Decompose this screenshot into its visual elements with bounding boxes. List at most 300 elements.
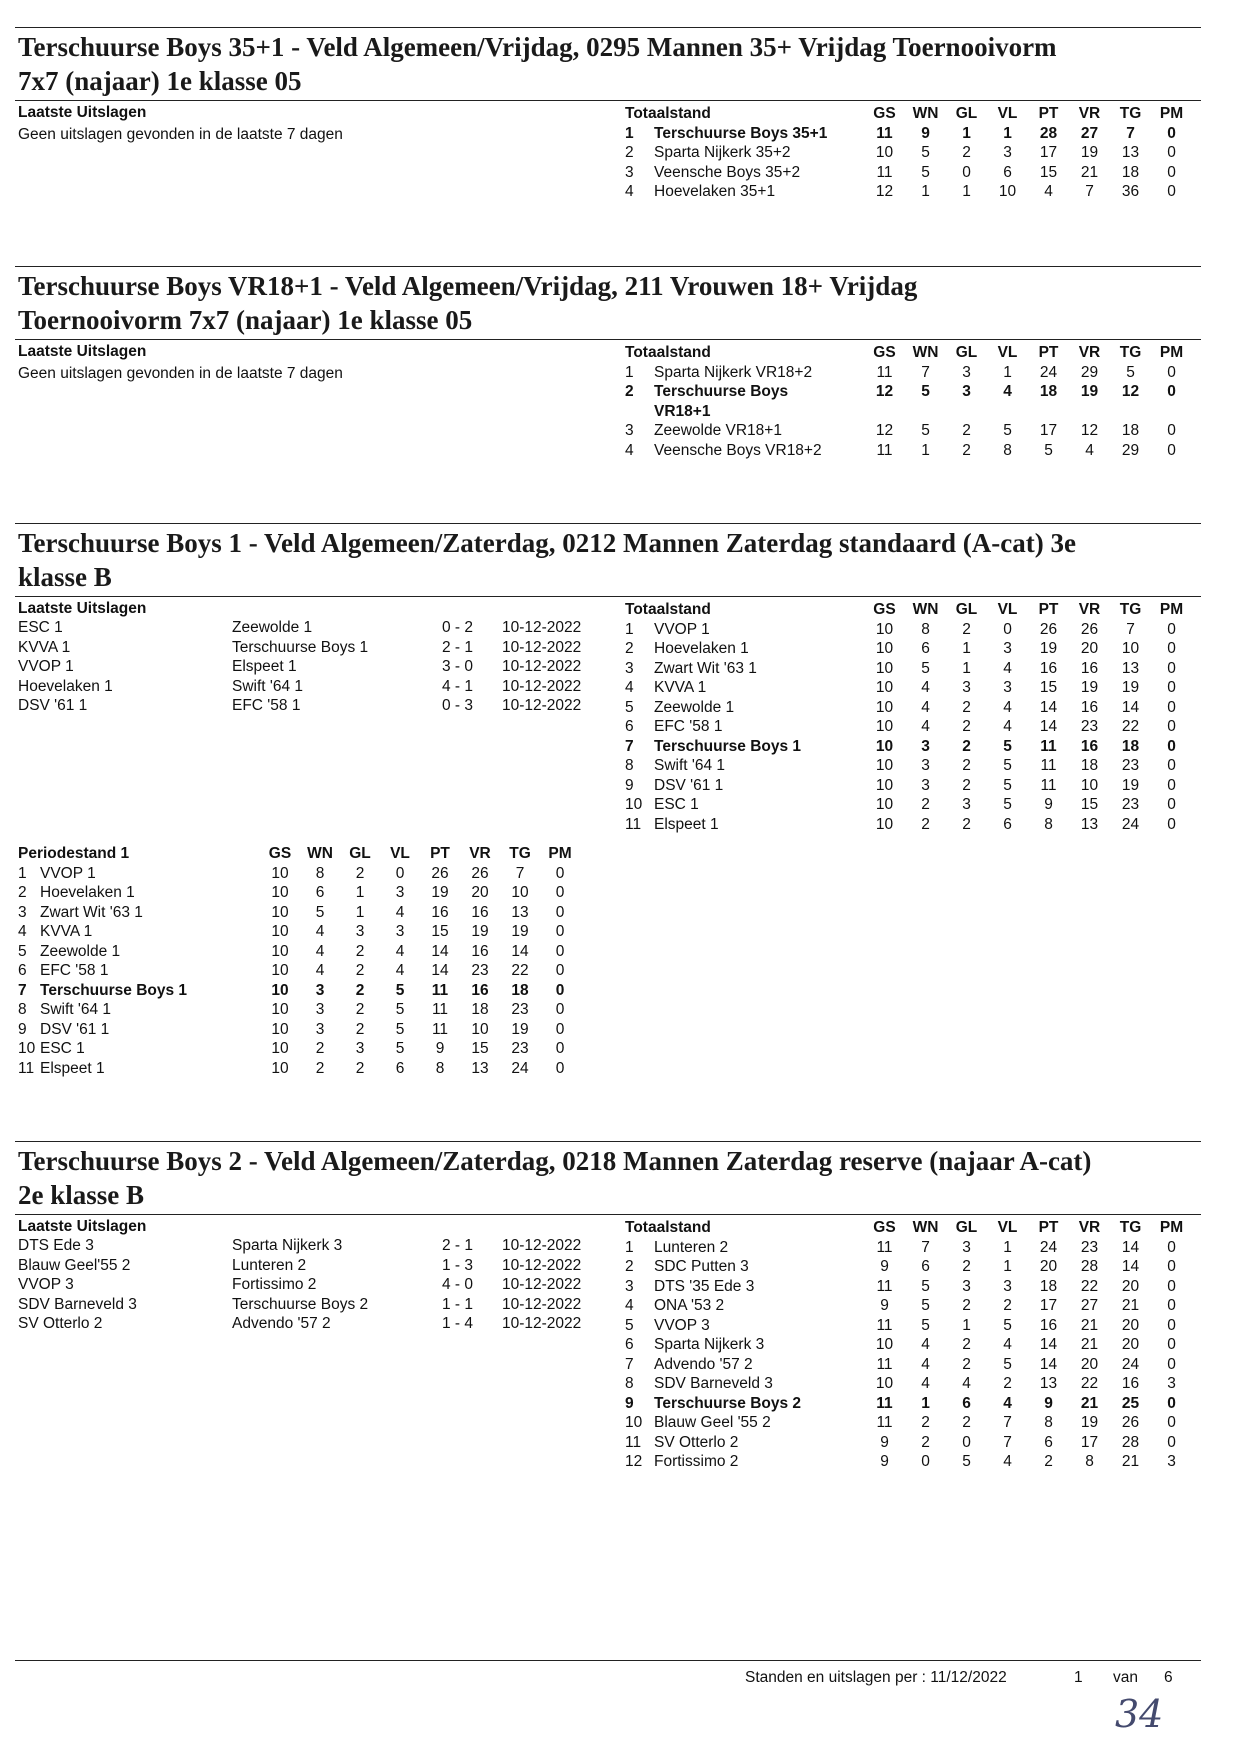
stat-wn: 4	[921, 679, 930, 696]
stat-tg: 10	[511, 884, 529, 901]
column-header-gl: GL	[955, 105, 978, 122]
results-header: Laatste Uitslagen	[18, 600, 147, 617]
stat-wn: 6	[921, 640, 930, 657]
stat-vl: 1	[1003, 1258, 1012, 1275]
column-header-gl: GL	[955, 1219, 978, 1236]
stat-gl: 2	[962, 144, 971, 161]
rank: 2	[18, 884, 27, 901]
stat-tg: 19	[1121, 679, 1140, 696]
column-header-pt: PT	[1038, 1219, 1059, 1236]
stat-wn: 2	[921, 1414, 930, 1431]
stat-vr: 28	[1080, 1258, 1099, 1275]
stat-vr: 19	[1080, 679, 1099, 696]
stat-gl: 2	[355, 981, 365, 999]
stat-tg: 18	[1121, 163, 1140, 181]
result-row	[18, 696, 618, 716]
team-name: ESC 1	[654, 796, 699, 813]
stat-vr: 4	[1085, 441, 1094, 459]
rank: 3	[625, 163, 634, 181]
stat-pt: 11	[1040, 737, 1057, 755]
column-header-vr: VR	[1078, 105, 1101, 122]
stat-gl: 3	[355, 923, 365, 940]
stat-pt: 20	[1039, 1258, 1058, 1275]
team-name: Elspeet 1	[654, 815, 719, 833]
stat-pm: 0	[1167, 659, 1176, 677]
stat-wn: 6	[315, 884, 325, 901]
stat-gs: 10	[875, 737, 894, 755]
stat-pm: 0	[1167, 144, 1176, 161]
latest-results	[18, 104, 618, 144]
stat-vr: 20	[471, 884, 489, 901]
stat-tg: 14	[511, 942, 529, 960]
stat-gs: 10	[875, 796, 894, 813]
stat-wn: 4	[315, 942, 325, 960]
team-name: Veensche Boys 35+2	[654, 163, 801, 181]
column-header-pt: PT	[430, 845, 450, 862]
stat-vr: 21	[1080, 1336, 1099, 1353]
stat-pm: 0	[1167, 620, 1176, 638]
stat-wn: 5	[921, 659, 930, 677]
column-header-pm: PM	[1159, 1219, 1184, 1236]
stat-vl: 4	[1003, 718, 1012, 735]
match-score: 1 - 4	[442, 1315, 474, 1332]
column-header-pm: PM	[1159, 105, 1184, 122]
team-name: EFC '58 1	[654, 718, 723, 735]
stat-gs: 11	[876, 124, 893, 142]
column-header-pt: PT	[1038, 601, 1059, 618]
stat-tg: 20	[1121, 1316, 1140, 1334]
column-header-gs: GS	[873, 344, 896, 361]
stat-tg: 23	[511, 1001, 529, 1018]
rank: 10	[18, 1040, 36, 1057]
stat-vl: 4	[395, 903, 405, 921]
page-van: van	[1113, 1669, 1138, 1686]
column-header-pm: PM	[1159, 344, 1184, 361]
stat-wn: 3	[921, 737, 930, 755]
away-team: Zeewolde 1	[232, 619, 313, 636]
stat-gl: 3	[962, 796, 971, 813]
stat-pt: 2	[1044, 1453, 1053, 1470]
team-name: KVVA 1	[654, 679, 707, 696]
team-name: Lunteren 2	[654, 1238, 729, 1256]
rank: 5	[625, 1316, 634, 1334]
no-results-text: Geen uitslagen gevonden in de laatste 7 dagen	[18, 365, 343, 382]
team-name: Sparta Nijkerk 3	[654, 1336, 765, 1353]
stat-gl: 3	[355, 1040, 365, 1057]
stat-vr: 13	[471, 1059, 489, 1077]
team-name: SV Otterlo 2	[654, 1433, 739, 1451]
team-name: Terschuurse Boys 1	[40, 981, 188, 999]
standings-table	[625, 600, 1205, 834]
column-header-pm: PM	[548, 845, 572, 862]
stat-tg: 24	[1121, 1355, 1140, 1373]
page-total: 6	[1164, 1669, 1173, 1686]
stat-wn: 8	[315, 864, 325, 882]
stat-vr: 21	[1080, 163, 1099, 181]
stat-pt: 24	[1039, 363, 1058, 381]
match-date: 10-12-2022	[502, 1237, 582, 1254]
stat-vl: 7	[1003, 1414, 1012, 1431]
stat-wn: 4	[315, 923, 325, 940]
stat-pm: 0	[555, 1001, 565, 1018]
stat-wn: 5	[921, 422, 930, 439]
stat-vl: 6	[395, 1059, 405, 1077]
rank: 5	[18, 942, 27, 960]
rank: 3	[625, 1277, 634, 1295]
rank: 4	[625, 1297, 634, 1314]
section-boys2	[15, 1141, 1201, 1470]
match-score: 4 - 0	[442, 1276, 474, 1293]
stat-gs: 11	[876, 1394, 893, 1412]
stat-pm: 0	[1167, 1336, 1176, 1353]
home-team: DTS Ede 3	[18, 1237, 94, 1254]
stat-gl: 3	[962, 1238, 971, 1256]
home-team: VVOP 1	[18, 658, 74, 675]
team-name: Swift '64 1	[654, 757, 726, 774]
stat-gl: 2	[962, 1414, 971, 1431]
period-row	[18, 883, 618, 903]
stat-vr: 27	[1080, 1297, 1099, 1314]
standings-row	[625, 1316, 1205, 1336]
stat-gl: 2	[962, 815, 971, 833]
stat-gs: 10	[875, 1336, 894, 1353]
column-header-gl: GL	[955, 601, 978, 618]
team-name: Hoevelaken 1	[654, 640, 749, 657]
stat-gl: 2	[355, 1001, 365, 1018]
standings-row	[625, 815, 1205, 835]
rank: 11	[625, 1433, 642, 1451]
match-date: 10-12-2022	[502, 1295, 582, 1313]
handwritten-note: 34	[1115, 1692, 1164, 1736]
stat-pm: 3	[1167, 1375, 1176, 1392]
stat-wn: 1	[921, 183, 930, 200]
team-name: KVVA 1	[40, 923, 93, 940]
stat-vr: 22	[1080, 1277, 1099, 1295]
standings-row	[625, 1296, 1205, 1316]
stat-pt: 18	[1039, 383, 1058, 400]
standings-row	[625, 698, 1205, 718]
column-header-wn: WN	[912, 1219, 939, 1236]
stat-tg: 23	[1121, 796, 1140, 813]
standings-row	[625, 1355, 1205, 1375]
rank: 10	[625, 796, 643, 813]
stat-gs: 9	[880, 1258, 889, 1275]
column-header-pm: PM	[1159, 601, 1184, 618]
team-name: ESC 1	[40, 1040, 85, 1057]
stat-pm: 0	[1167, 1355, 1176, 1373]
rank: 2	[625, 144, 634, 161]
column-header-vr: VR	[1078, 344, 1101, 361]
away-team: Sparta Nijkerk 3	[232, 1237, 343, 1254]
stat-vr: 16	[1080, 698, 1099, 716]
stat-gl: 1	[962, 124, 971, 142]
stat-vl: 4	[1003, 659, 1012, 677]
column-header-vr: VR	[1078, 1219, 1101, 1236]
rank: 9	[625, 1394, 634, 1412]
team-name: DSV '61 1	[40, 1020, 110, 1038]
period-header-row	[18, 844, 618, 864]
team-name: VVOP 3	[654, 1316, 710, 1334]
rank: 2	[625, 1258, 634, 1275]
standings-header-row	[625, 1218, 1205, 1238]
stat-tg: 18	[1121, 422, 1140, 439]
section-title: Terschuurse Boys 35+1 - Veld Algemeen/Vrijdag, 0295 Mannen 35+ Vrijdag Toernooivorm 7x7 (najaar) 1e klasse 05	[18, 32, 1057, 96]
stat-vr: 21	[1080, 1316, 1099, 1334]
team-name: Hoevelaken 1	[40, 884, 135, 901]
stat-tg: 23	[1121, 757, 1140, 774]
no-results-text: Geen uitslagen gevonden in de laatste 7 dagen	[18, 126, 343, 143]
stat-tg: 12	[1121, 383, 1140, 400]
standings-row	[625, 421, 1205, 441]
stat-gl: 2	[355, 1020, 365, 1038]
stat-wn: 6	[921, 1258, 930, 1275]
column-header-gs: GS	[268, 845, 292, 862]
stat-pm: 0	[1167, 183, 1176, 200]
stat-pt: 9	[435, 1040, 445, 1057]
stat-tg: 36	[1121, 183, 1140, 200]
rank: 7	[625, 737, 634, 755]
team-name: Zeewolde 1	[40, 942, 121, 960]
stat-pt: 14	[1039, 698, 1058, 716]
team-name: SDC Putten 3	[654, 1258, 749, 1275]
stat-wn: 1	[921, 441, 930, 459]
column-header-pt: PT	[1038, 344, 1059, 361]
rank: 4	[625, 679, 634, 696]
stat-vl: 1	[1003, 363, 1012, 381]
match-score: 0 - 2	[442, 619, 474, 636]
stat-pt: 11	[431, 1001, 449, 1018]
period-header: Periodestand 1	[18, 845, 130, 862]
column-header-vl: VL	[390, 845, 410, 862]
stat-gl: 3	[962, 363, 971, 381]
stat-vl: 5	[1003, 1316, 1012, 1334]
stat-vr: 23	[1080, 1238, 1099, 1256]
stat-wn: 0	[921, 1453, 930, 1470]
stat-gs: 10	[271, 962, 289, 979]
stat-gs: 10	[271, 981, 289, 999]
standings-row	[625, 620, 1205, 640]
rank: 5	[625, 698, 634, 716]
match-date: 10-12-2022	[502, 1315, 582, 1332]
stat-tg: 18	[511, 981, 529, 999]
stat-pt: 19	[431, 884, 449, 901]
stat-vl: 7	[1003, 1433, 1012, 1451]
standings-row	[625, 163, 1205, 183]
standings-row	[625, 1335, 1205, 1355]
stat-pt: 8	[1044, 815, 1053, 833]
stat-pm: 0	[1167, 1394, 1176, 1412]
away-team: Swift '64 1	[232, 677, 304, 695]
stat-vl: 0	[395, 864, 405, 882]
section-title: Terschuurse Boys 2 - Veld Algemeen/Zaterdag, 0218 Mannen Zaterdag reserve (najaar A-cat) 2e klasse B	[18, 1146, 1092, 1210]
stat-vl: 3	[1003, 1277, 1012, 1295]
stat-pm: 0	[555, 981, 565, 999]
rank: 1	[625, 620, 634, 638]
stat-gl: 2	[962, 757, 971, 774]
stat-gl: 2	[962, 776, 971, 794]
team-name: ONA '53 2	[654, 1297, 725, 1314]
stat-vr: 15	[1080, 796, 1099, 813]
standings-header: Totaalstand	[625, 344, 711, 361]
stat-gl: 5	[962, 1453, 971, 1470]
match-score: 4 - 1	[442, 677, 474, 695]
stat-pt: 26	[431, 864, 449, 882]
column-header-gl: GL	[955, 344, 978, 361]
stat-wn: 4	[921, 698, 930, 716]
stat-pt: 17	[1039, 144, 1058, 161]
team-name: Terschuurse Boys VR18+1	[654, 383, 789, 420]
stat-tg: 24	[511, 1059, 529, 1077]
stat-vr: 18	[1080, 757, 1099, 774]
results-header: Laatste Uitslagen	[18, 104, 147, 121]
stat-pt: 24	[1039, 1238, 1058, 1256]
stat-wn: 8	[921, 620, 930, 638]
stat-gl: 2	[962, 422, 971, 439]
stat-tg: 21	[1121, 1453, 1140, 1470]
stat-vl: 5	[395, 981, 405, 999]
stat-vr: 12	[1080, 422, 1099, 439]
rank: 3	[625, 659, 634, 677]
stat-pm: 0	[555, 1040, 565, 1057]
stat-tg: 19	[1121, 776, 1140, 794]
standings-header-row	[625, 104, 1205, 124]
column-header-wn: WN	[912, 105, 939, 122]
stat-gs: 11	[876, 441, 893, 459]
stat-vr: 10	[1080, 776, 1099, 794]
stat-gl: 1	[962, 659, 971, 677]
standings-row	[625, 441, 1205, 461]
period-row	[18, 1059, 618, 1079]
standings-row	[625, 1238, 1205, 1258]
stat-gl: 0	[962, 1433, 971, 1451]
stat-pm: 0	[555, 1020, 565, 1038]
latest-results	[18, 600, 618, 716]
stat-pm: 0	[1167, 718, 1176, 735]
rank: 1	[18, 864, 27, 882]
stat-tg: 29	[1121, 441, 1140, 459]
stat-gl: 2	[962, 620, 971, 638]
stat-vr: 19	[471, 923, 489, 940]
match-date: 10-12-2022	[502, 619, 582, 636]
standings-row	[625, 717, 1205, 737]
stat-gl: 2	[962, 698, 971, 716]
stat-tg: 19	[511, 923, 529, 940]
home-team: KVVA 1	[18, 638, 71, 656]
stat-gs: 10	[875, 718, 894, 735]
stat-gs: 10	[875, 815, 894, 833]
stat-gs: 10	[271, 884, 289, 901]
standings-row	[625, 639, 1205, 659]
team-name: Zwart Wit '63 1	[654, 659, 757, 677]
standings-table	[625, 1218, 1205, 1472]
stat-tg: 20	[1121, 1277, 1140, 1295]
stat-tg: 13	[1121, 144, 1140, 161]
stat-pm: 0	[1167, 1238, 1176, 1256]
results-header: Laatste Uitslagen	[18, 1218, 147, 1235]
stat-vr: 7	[1085, 183, 1094, 200]
stat-vl: 3	[395, 884, 405, 901]
stat-gl: 2	[962, 441, 971, 459]
stat-gl: 1	[962, 1316, 971, 1334]
stat-pm: 0	[1167, 757, 1176, 774]
stat-pm: 0	[555, 942, 565, 960]
stat-tg: 14	[1121, 698, 1140, 716]
match-date: 10-12-2022	[502, 1276, 582, 1293]
result-row	[18, 618, 618, 638]
standings-row	[625, 1452, 1205, 1472]
stat-wn: 2	[921, 1433, 930, 1451]
match-score: 3 - 0	[442, 658, 474, 675]
result-row	[18, 677, 618, 697]
standings-row	[625, 1277, 1205, 1297]
team-name: VVOP 1	[654, 620, 710, 638]
stat-gl: 4	[962, 1375, 971, 1392]
stat-pm: 0	[1167, 124, 1176, 142]
stat-wn: 5	[921, 1316, 930, 1334]
standings-row	[625, 756, 1205, 776]
column-header-wn: WN	[912, 601, 939, 618]
stat-wn: 3	[921, 757, 930, 774]
stat-pm: 0	[1167, 737, 1176, 755]
stat-tg: 22	[1121, 718, 1140, 735]
stat-pt: 11	[431, 1020, 449, 1038]
standings-row	[625, 776, 1205, 796]
match-date: 10-12-2022	[502, 658, 582, 675]
stat-vr: 16	[471, 981, 489, 999]
stat-gs: 11	[876, 1277, 893, 1295]
stat-vr: 23	[471, 962, 489, 979]
stat-vr: 17	[1080, 1433, 1099, 1451]
stat-vl: 5	[1003, 737, 1012, 755]
rank: 1	[625, 363, 634, 381]
result-row	[18, 638, 618, 658]
stat-pt: 8	[1044, 1414, 1053, 1431]
stat-pm: 0	[1167, 1316, 1176, 1334]
stat-tg: 22	[511, 962, 529, 979]
standings-row	[625, 1257, 1205, 1277]
column-header-tg: TG	[1119, 1219, 1142, 1236]
match-score: 0 - 3	[442, 697, 474, 714]
stat-pm: 0	[1167, 363, 1176, 381]
stat-gs: 10	[875, 679, 894, 696]
result-row	[18, 1295, 618, 1315]
stat-gl: 1	[962, 640, 971, 657]
standings-row	[625, 382, 1205, 421]
team-name: Terschuurse Boys 1	[654, 737, 802, 755]
stat-gl: 2	[962, 718, 971, 735]
stat-gs: 12	[875, 422, 894, 439]
stat-tg: 21	[1121, 1297, 1140, 1314]
stat-vl: 8	[1003, 441, 1012, 459]
rank: 9	[18, 1020, 27, 1038]
stat-wn: 9	[921, 124, 930, 142]
stat-gs: 10	[271, 923, 289, 940]
team-name: Elspeet 1	[40, 1059, 105, 1077]
stat-pm: 0	[1167, 1258, 1176, 1275]
period-row	[18, 1000, 618, 1020]
stat-vr: 27	[1080, 124, 1099, 142]
period-standings-table	[18, 844, 618, 1078]
rank: 7	[625, 1355, 634, 1373]
results-header: Laatste Uitslagen	[18, 343, 147, 360]
stat-gl: 3	[962, 383, 971, 400]
home-team: Hoevelaken 1	[18, 677, 113, 695]
stat-vl: 6	[1003, 163, 1012, 181]
stat-gs: 10	[271, 1020, 289, 1038]
stat-pm: 0	[555, 1059, 565, 1077]
rank: 4	[625, 183, 634, 200]
stat-pm: 0	[1167, 776, 1176, 794]
